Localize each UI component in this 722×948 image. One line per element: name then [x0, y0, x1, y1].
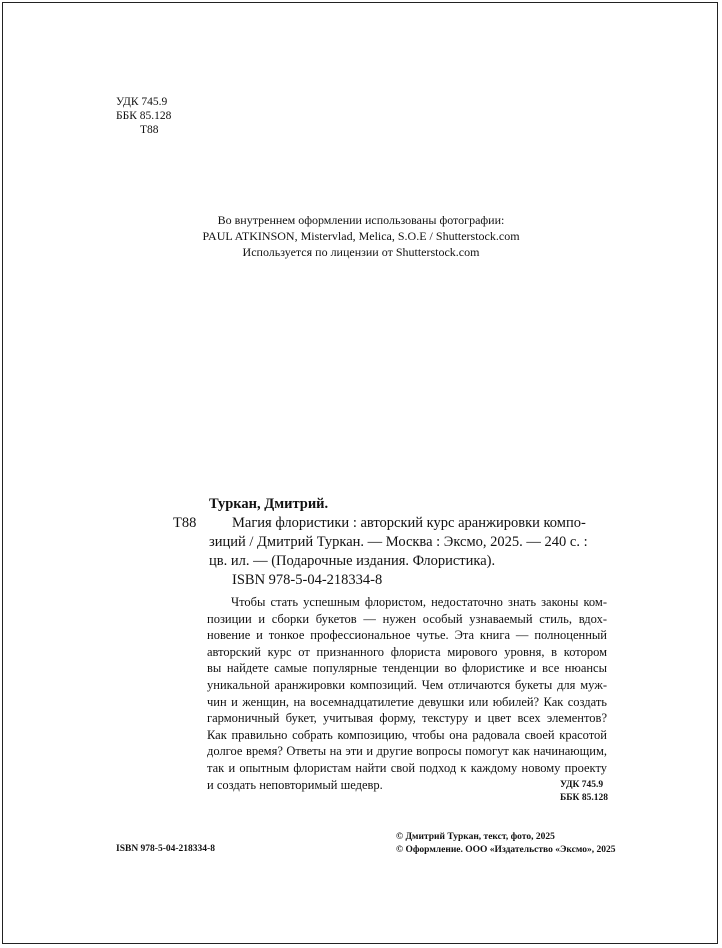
annotation-line: уникальной аранжировки композиций. Чем отличаются букеты для муж-: [207, 677, 607, 692]
catalog-author-heading: Туркан, Дмитрий.: [209, 496, 329, 512]
annotation-line: Чтобы стать успешным флористом, недостаточно знать законы ком-: [231, 595, 607, 609]
footer-copyright-text: © Дмитрий Туркан, текст, фото, 2025: [396, 832, 555, 842]
credits-line-2: PAUL ATKINSON, Mistervlad, Melica, S.O.E / Shutterstock.com: [202, 229, 520, 243]
annotation-line: авторский курс от признанного флориста мирового уровня, в котором: [207, 644, 607, 659]
annotation-line: долгое время? Ответы на эти и другие вопросы помогут как начинающим,: [207, 744, 607, 759]
annotation-line: чин и женщин, на восемнадцатилетие девушки или юбилей? Как создать: [207, 694, 607, 709]
annotation-line: и создать неповторимый шедевр.: [207, 777, 383, 792]
top-udk: УДК 745.9: [116, 96, 168, 108]
bottom-udk: УДК 745.9: [560, 780, 604, 790]
annotation-line: так и опытным флористам найти свой подход к каждому новому проекту: [207, 760, 607, 775]
catalog-isbn: ISBN 978-5-04-218334-8: [232, 572, 383, 588]
catalog-description: [232, 513, 608, 533]
credits-line-1: Во внутреннем оформлении использованы фотографии:: [217, 213, 505, 227]
credits-line-3: Используется по лицензии от Shutterstock.com: [242, 245, 480, 259]
annotation-line: вы найдете самые популярные тенденции во флористике и все нюансы: [207, 661, 607, 676]
footer-isbn: ISBN 978-5-04-218334-8: [116, 844, 215, 854]
page-border: [2, 2, 718, 944]
annotation-line: новение и тонкое профессиональное чутье. Эта книга — полноценный: [207, 628, 607, 643]
top-author-mark: Т88: [140, 124, 159, 136]
catalog-description-line: зиций / Дмитрий Туркан. — Москва : Эксмо, 2025. — 240 с. :: [209, 534, 588, 550]
bottom-bbk: ББК 85.128: [560, 793, 608, 803]
photo-credits: [0, 212, 722, 260]
annotation-line: Как правильно собрать композицию, чтобы она радовала своей красотой: [207, 727, 607, 742]
annotation-line: гармоничный букет, учитывая форму, текстуру и цвет всех элементов?: [207, 711, 607, 726]
footer-copyright-design: © Оформление. ООО «Издательство «Эксмо», 2025: [396, 845, 616, 855]
top-bbk: ББК 85.128: [116, 110, 172, 122]
catalog-description-line: цв. ил. — (Подарочные издания. Флористика).: [209, 553, 496, 569]
annotation-line: позиции и сборки букетов — нужен особый узнаваемый стиль, вдох-: [207, 611, 607, 626]
catalog-author-mark: Т88: [173, 515, 197, 531]
annotation: [207, 594, 607, 793]
catalog-description-line: Магия флористики : авторский курс аранжировки компо-: [232, 515, 586, 531]
